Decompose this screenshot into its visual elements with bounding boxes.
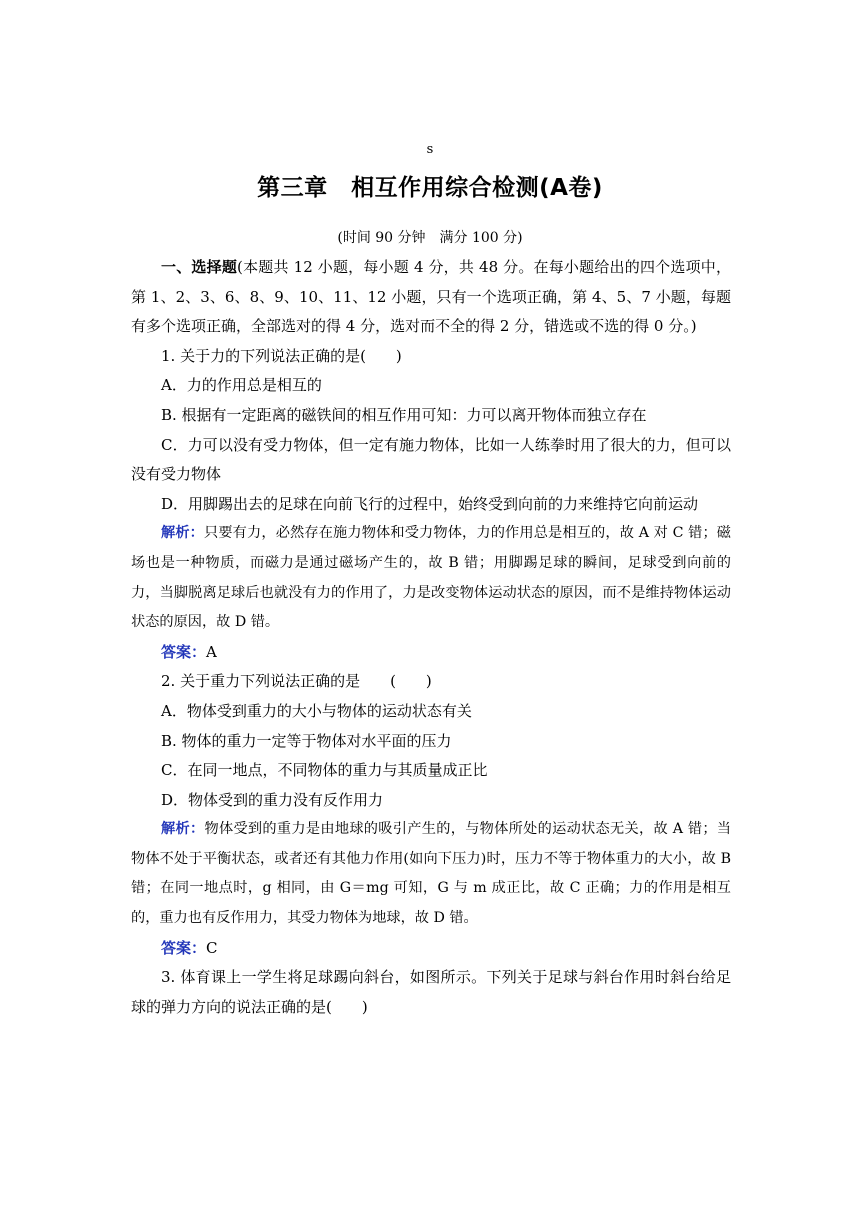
answer-label: 答案： (161, 938, 207, 957)
analysis-label: 解析： (161, 525, 205, 542)
question-3-stem: 3. 体育课上一学生将足球踢向斜台，如图所示。下列关于足球与斜台作用时斜台给足球的弹力方向的说法正确的是( ) (131, 968, 731, 1016)
question-2-stem: 2. 关于重力下列说法正确的是 ( ) (161, 672, 432, 691)
question-1-answer (131, 638, 731, 668)
question-2-analysis-text: 物体受到的重力是由地球的吸引产生的，与物体所处的运动状态无关，故 A 错；当物体不处于平衡状态，或者还有其他力作用(如向下压力)时，压力不等于物体重力的大小，故 B 错；在同一地点时，g 相同，由 G＝mg 可知，G 与 m 成正比，故 C 正确；力的作用是相互的，重力也有反作用力，其受力物体为地球，故 D 错。 (131, 821, 731, 927)
document-body (131, 253, 731, 1022)
question-1-analysis-text: 只要有力，必然存在施力物体和受力物体，力的作用总是相互的，故 A 对 C 错；磁场也是一种物质，而磁力是通过磁场产生的，故 B 错；用脚踢足球的瞬间，足球受到向前的力，当脚脱离足球后也就没有力的作用了，力是改变物体运动状态的原因，而不是维持物体运动状态的原因，故 D 错。 (131, 525, 731, 631)
question-2-answer (131, 934, 731, 964)
question-2-option-d: D．物体受到的重力没有反作用力 (161, 790, 384, 809)
question-2-analysis (131, 815, 731, 933)
question-2-option-b: B. 物体的重力一定等于物体对水平面的压力 (161, 731, 452, 750)
section-intro-text: (本题共 12 小题，每小题 4 分，共 48 分。在每小题给出的四个选项中，第 1、2、3、6、8、9、10、11、12 小题，只有一个选项正确，第 4、5、7 小题，每题有多个选项正确，全部选对的得 4 分，选对而不全的得 2 分，错选或不选的得 0 分。) (131, 258, 731, 336)
section-intro (131, 253, 731, 342)
page-mark: s (426, 142, 434, 157)
page-title: 第三章 相互作用综合检测(A卷) (257, 175, 603, 201)
analysis-label: 解析： (161, 821, 205, 838)
question-1-answer-value: A (206, 642, 217, 661)
question-1-option-c: C．力可以没有受力物体，但一定有施力物体，比如一人练拳时用了很大的力，但可以没有受力物体 (131, 435, 731, 484)
section-heading: 一、选择题 (161, 258, 238, 276)
question-2-answer-value: C (206, 938, 218, 957)
question-2-option-c: C．在同一地点，不同物体的重力与其质量成正比 (161, 761, 488, 780)
question-2-option-a: A．物体受到重力的大小与物体的运动状态有关 (161, 701, 472, 720)
question-1-option-d: D．用脚踢出去的足球在向前飞行的过程中，始终受到向前的力来维持它向前运动 (161, 494, 699, 513)
exam-time-info: (时间 90 分钟 满分 100 分) (337, 230, 523, 246)
question-1-option-a: A．力的作用总是相互的 (161, 376, 322, 395)
question-1-analysis (131, 519, 731, 637)
question-1-option-b: B. 根据有一定距离的磁铁间的相互作用可知：力可以离开物体而独立存在 (161, 405, 647, 424)
answer-label: 答案： (161, 642, 207, 661)
question-1-stem: 1. 关于力的下列说法正确的是( ) (161, 346, 402, 365)
